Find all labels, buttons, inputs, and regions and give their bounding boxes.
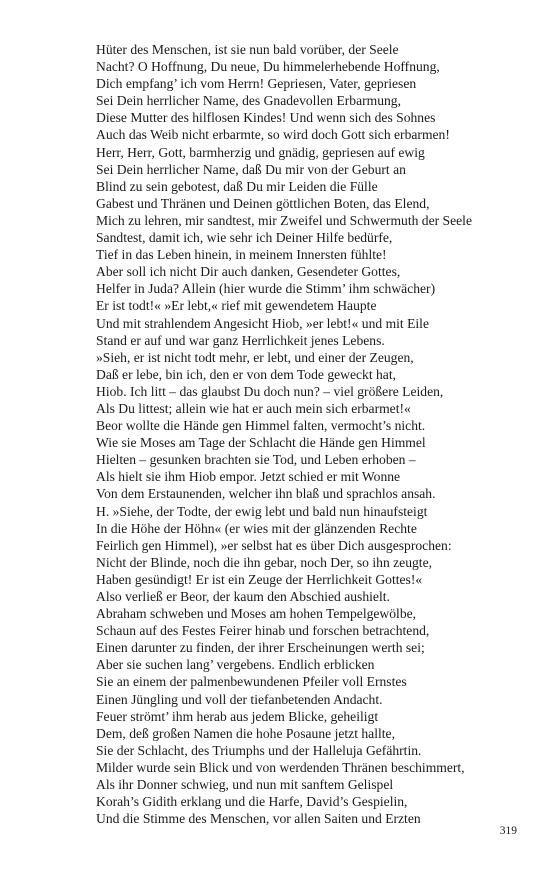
text-line: Er ist todt!« »Er lebt,« rief mit gewendetem Haupte xyxy=(96,298,377,314)
text-line: Diese Mutter des hilflosen Kindes! Und wenn sich des Sohnes xyxy=(96,110,436,126)
text-line: Blind zu sein gebotest, daß Du mir Leiden die Fülle xyxy=(96,178,378,194)
text-line: Helfer in Juda? Allein (hier wurde die Stimm’ ihm schwächer) xyxy=(96,281,436,297)
text-line: Korah’s Gidith erklang und die Harfe, David’s Gespielin, xyxy=(96,794,408,810)
text-line: Schaun auf des Festes Feirer hinab und forschen betrachtend, xyxy=(96,623,430,639)
text-line: Sei Dein herrlicher Name, daß Du mir von der Geburt an xyxy=(96,161,406,177)
text-line: H. »Siehe, der Todte, der ewig lebt und bald nun hinaufsteigt xyxy=(96,503,428,519)
text-line: Also verließ er Beor, der kaum den Abschied aushielt. xyxy=(96,589,390,604)
text-line: Nacht? O Hoffnung, Du neue, Du himmelerhebende Hoffnung, xyxy=(96,59,440,75)
page-number: 319 xyxy=(499,825,517,837)
text-line: Sandtest, damit ich, wie sehr ich Deiner Hilfe bedürfe, xyxy=(96,230,393,246)
poem-text-block xyxy=(96,41,526,827)
text-line: Haben gesündigt! Er ist ein Zeuge der Herrlichkeit Gottes!« xyxy=(96,571,423,587)
text-line: Nicht der Blinde, noch die ihn gebar, noch Der, so ihn zeugte, xyxy=(96,554,433,570)
text-line: Dich empfang’ ich vom Herrn! Gepriesen, Vater, gepriesen xyxy=(96,76,417,92)
text-line: Einen darunter zu finden, der ihrer Erscheinungen werth sei; xyxy=(96,640,425,656)
text-line: Und die Stimme des Menschen, vor allen Saiten und Erzten xyxy=(96,811,421,827)
text-line: Sei Dein herrlicher Name, des Gnadevollen Erbarmung, xyxy=(96,93,401,109)
text-line: Und mit strahlendem Angesicht Hiob, »er lebt!« und mit Eile xyxy=(96,315,429,331)
text-line: Sie an einem der palmenbewundenen Pfeiler voll Ernstes xyxy=(96,674,407,690)
text-line: In die Höhe der Höhn« (er wies mit der glänzenden Rechte xyxy=(96,520,417,536)
text-line: Als Du littest; allein wie hat er auch mein sich erbarmet!« xyxy=(96,400,411,416)
text-line: »Sieh, er ist nicht todt mehr, er lebt, und einer der Zeugen, xyxy=(96,349,414,365)
text-line: Aber soll ich nicht Dir auch danken, Gesendeter Gottes, xyxy=(96,264,401,280)
text-line: Als hielt sie ihm Hiob empor. Jetzt schied er mit Wonne xyxy=(96,469,401,485)
text-line: Als ihr Donner schwieg, und nun mit sanftem Gelispel xyxy=(96,777,394,793)
text-line: Hiob. Ich litt – das glaubst Du doch nun? – viel größere Leiden, xyxy=(96,383,444,399)
text-line: Herr, Herr, Gott, barmherzig und gnädig, gepriesen auf ewig xyxy=(96,144,425,160)
text-line: Hüter des Menschen, ist sie nun bald vorüber, der Seele xyxy=(96,42,399,57)
text-line: Tief in das Leben hinein, in meinem Innersten fühlte! xyxy=(96,247,387,263)
text-line: Wie sie Moses am Tage der Schlacht die Hände gen Himmel xyxy=(96,435,426,451)
text-line: Stand er auf und war ganz Herrlichkeit jenes Lebens. xyxy=(96,332,385,348)
text-line: Dem, deß großen Namen die hohe Posaune jetzt hallte, xyxy=(96,725,395,741)
text-line: Sie der Schlacht, des Triumphs und der Halleluja Gefährtin. xyxy=(96,742,422,758)
text-line: Einen Jüngling und voll der tiefanbetenden Andacht. xyxy=(96,691,383,707)
text-line: Hielten – gesunken brachten sie Tod, und Leben erhoben – xyxy=(96,452,416,468)
text-line: Feuer strömt’ ihm herab aus jedem Blicke, geheiligt xyxy=(96,708,379,724)
text-line: Aber sie suchen lang’ vergebens. Endlich erblicken xyxy=(96,657,375,673)
text-line: Daß er lebe, bin ich, den er von dem Tode geweckt hat, xyxy=(96,366,397,382)
text-line: Milder wurde sein Blick und von werdenden Thränen beschimmert, xyxy=(96,759,465,775)
text-line: Beor wollte die Hände gen Himmel falten, vermocht’s nicht. xyxy=(96,418,426,434)
text-line: Abraham schweben und Moses am hohen Tempelgewölbe, xyxy=(96,606,417,622)
text-line: Mich zu lehren, mir sandtest, mir Zweifel und Schwermuth der Seele xyxy=(96,212,472,228)
text-line: Auch das Weib nicht erbarmte, so wird doch Gott sich erbarmen! xyxy=(96,127,450,143)
text-line: Von dem Erstaunenden, welcher ihn blaß und sprachlos ansah. xyxy=(96,486,436,502)
text-line: Feirlich gen Himmel), »er selbst hat es über Dich ausgesprochen: xyxy=(96,537,452,553)
text-line: Gabest und Thränen und Deinen göttlichen Boten, das Elend, xyxy=(96,195,430,211)
